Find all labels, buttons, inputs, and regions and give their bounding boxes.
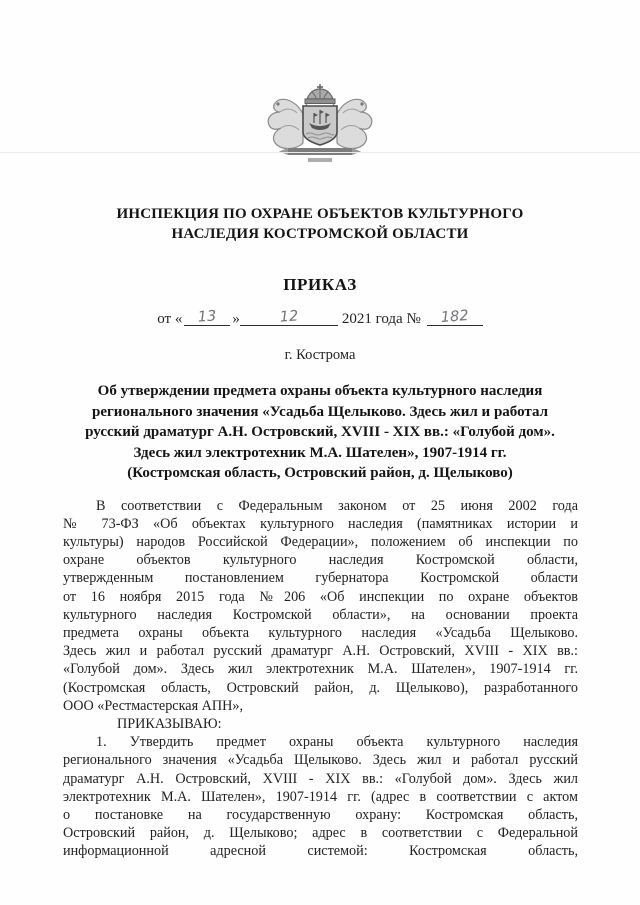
paragraph-1-line: культурного наследия Костромской области», на основании проекта [63, 606, 578, 623]
paragraph-1-line: № 73-ФЗ «Об объектах культурного наследия (памятниках истории и [63, 515, 578, 532]
item-1 [63, 733, 578, 860]
paragraph-1-line: культуры) народов Российской Федерации», положением об инспекции по [63, 533, 578, 550]
shield-icon [303, 106, 337, 145]
paragraph-1-line: от 16 ноября 2015 года №206 «Об инспекции по охране объектов [63, 588, 578, 605]
item-1-line: регионального значения «Усадьба Щелыково. Здесь жил и работал русский [63, 752, 578, 769]
paragraph-1-line: «Голубой дом». Здесь жил электротехник М.А. Шателен», 1907-1914 гг. [63, 661, 578, 678]
griffin-left-icon [268, 99, 303, 148]
item-1-line: Островский район, д. Щелыково; адрес в соответствии с Федеральной [63, 825, 578, 842]
city-label: г. Кострома [284, 347, 356, 363]
date-close-quote: » [232, 311, 240, 327]
month-blank [240, 308, 338, 326]
item-1-line: 1. Утвердить предмет охраны объекта культурного наследия [96, 734, 578, 751]
day-handwritten-value: 13 [197, 308, 217, 326]
document-title-line: (Костромская область, Островский район, д. Щелыково) [127, 465, 513, 481]
paragraph-1-line: В соответствии с Федеральным законом от 25 июня 2002 года [96, 497, 578, 514]
document-title [56, 381, 584, 484]
year-number-label: 2021 года № [341, 311, 421, 327]
coat-of-arms [258, 82, 382, 168]
number-blank [427, 308, 483, 326]
month-handwritten-value: 12 [278, 308, 299, 326]
number-handwritten-value: 182 [440, 308, 470, 326]
date-prefix: от « [157, 311, 183, 327]
document-title-line: русский драматург А.Н. Островский, XVIII - XIX вв.: «Голубой дом». [85, 424, 555, 440]
scan-artifact-line [0, 152, 640, 153]
item-1-line: о постановке на государственную охрану: Костромская область, [63, 806, 578, 823]
griffin-right-icon [337, 99, 372, 148]
date-line [0, 308, 640, 330]
document-title-line: Об утверждении предмета охраны объекта культурного наследия [97, 383, 543, 399]
order-word: ПРИКАЗЫВАЮ: [117, 715, 222, 732]
day-blank [184, 308, 230, 326]
item-1-line: информационной адресной системой: Костромская область, [63, 843, 578, 860]
paragraph-1 [63, 497, 578, 715]
document-title-line: Здесь жил электротехник М.А. Шателен», 1907-1914 гг. [133, 444, 507, 461]
paragraph-1-line: Здесь жил и работал русский драматург А.Н. Островский, XVIII - XIX вв.: [63, 643, 578, 660]
paragraph-1-line: утвержденным постановлением губернатора Костромской области [63, 570, 578, 587]
document-title-line: регионального значения «Усадьба Щелыково. Здесь жил и работал [91, 403, 548, 420]
ribbon-icon [279, 148, 361, 162]
document-type-title: ПРИКАЗ [283, 275, 357, 294]
body-text [63, 497, 578, 861]
organization-name-line: ИНСПЕКЦИЯ ПО ОХРАНЕ ОБЪЕКТОВ КУЛЬТУРНОГО [116, 206, 524, 222]
item-1-line: драматург А.Н. Островский, XVIII - XIX вв.: «Голубой дом». Здесь жил [63, 770, 578, 787]
paragraph-1-line: ООО «Рестмастерская АПН», [63, 697, 244, 714]
paragraph-1-line: охране объектов культурного наследия Костромской области, [63, 552, 578, 569]
organization-name-line: НАСЛЕДИЯ КОСТРОМСКОЙ ОБЛАСТИ [171, 225, 469, 242]
paragraph-1-line: предмета охраны объекта культурного наследия «Усадьба Щелыково. [63, 624, 578, 641]
item-1-line: электротехник М.А. Шателен», 1907-1914 гг. (адрес в соответствии с актом [63, 788, 578, 805]
organization-name [0, 205, 640, 244]
paragraph-1-line: (Костромская область, Островский район, д. Щелыково), разработанного [63, 679, 578, 696]
